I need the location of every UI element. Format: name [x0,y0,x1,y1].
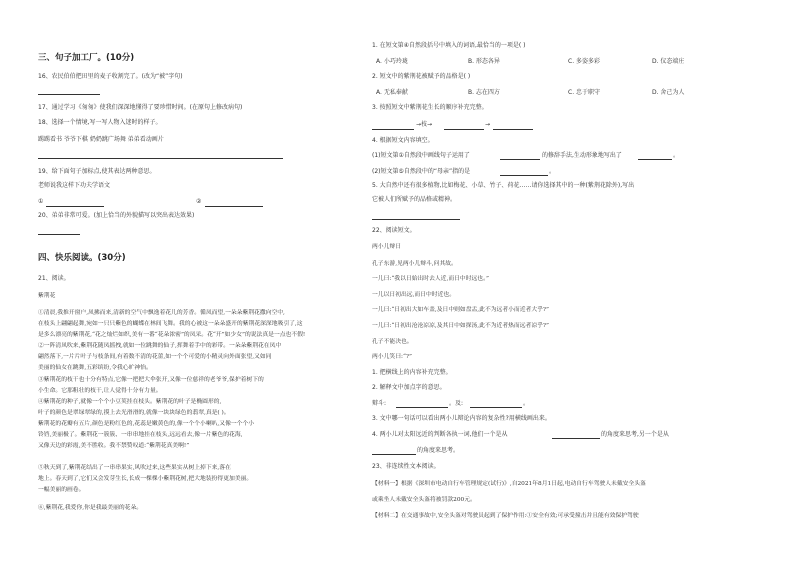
classical-line: 孔子东游,见两小儿辩斗,问其故。 [372,261,457,267]
q1-option: B. 形态各异 [468,58,500,65]
answer-line [372,219,460,220]
q20: 20、弟弟非常可爱。(加上恰当的外貌描写以突出表达效果) [38,212,195,219]
q19: 19、给下面句子加标点,使其表达两种意思。 [38,168,156,175]
r-q4: 4. 根据短文内容填空。 [372,137,434,144]
answer-line [500,175,548,176]
r-r3: 3. 文中哪一句话可以看出两小儿辩论内容的复杂性?用横线画出来。 [372,415,551,422]
r2-line-c: 。 [523,400,530,407]
q19-num2: ② [196,198,202,205]
r-q2: 2. 短文中的紫荆花被赋予的品格是( ) [372,73,471,80]
passage-line: ①清晨,我推开窗户,凤拂而来,清新的空气中飘逸着花儿的芳香。循凤而望,一朵朵紫荆花撒向空中, [38,310,285,316]
q4-1a: (1)短文第①自然段中画线句子运用了 [372,152,470,159]
r-q5a: 5. 大自然中还有很多植物,比如梅花、小草、竹子、荷花……请你选择其中的一种(紫荆花除外),写出 [372,182,635,189]
classical-line: 一儿曰:“日初出沧沧凉凉,及其日中如探汤,此不为近者热而远者凉乎?” [372,323,549,329]
passage-line: 铃铛,美丽极了。紫荆花一簇簇、一串串地挂在枝头,远远看去,像一片紫色的花海, [38,432,243,438]
passage-line: 在枝头上翩翩起舞,宛如一只只紫色的蝴蝶在林间飞舞。我的心被这一朵朵盛开的紫荆花深深地吸引了,这 [38,321,303,327]
answer-line [46,206,104,207]
r2-line-b: 。及: [449,400,464,407]
r-q22: 22、阅读短文。 [372,227,416,234]
q4-1b: 的修辞手法,生动形象地写出了 [542,152,622,159]
q19-sentence: 老师说我这样下功夫学语文 [38,182,111,189]
passage-line: 一幅美丽的画卷。 [38,487,85,493]
section4-heading: 四、快乐阅读。(30分) [38,253,126,263]
classical-line: 孔子不能决也。 [372,339,413,345]
classical-line: 一儿以日初出远,而日中时近也。 [372,292,455,298]
passage-line: 紫荆花的花瓣有五片,颜色是粉红色的,花蕊是嫩黄色的,像一个个小喇叭,又像一个个小 [38,421,255,427]
q2-option: B. 志在四方 [468,89,500,96]
passage-line: ⑤秋天到了,紫荆花结出了一串串果实,风吹过来,这些果实从树上掉下来,落在 [38,465,231,471]
classical-line: 两小儿笑曰:“?” [372,354,412,360]
q4-2a: (2)短文第⑤自然段中的“母亲”指的是 [372,168,471,175]
q18: 18、选择一个情境,写一写人物入迷时的样子。 [38,119,162,126]
answer-line [470,407,522,408]
q17: 17、通过学习《匆匆》使我们深深地懂得了要珍惜时间。(在原句上修改病句) [38,104,243,111]
classical-line: 一儿曰:“我以日始出时去人近,而日中时远也。” [372,276,489,282]
r4c: 的角度来思考。 [417,447,460,454]
passage-line: 美丽的仙女在跳舞,五彩缤纷,令我心旷神怡。 [38,365,152,371]
material2: 【材料二】在交通事故中,安全头盔对驾驶员起到了保护作用:①安全有效;可承受撞击并且能有效保护驾驶 [372,513,639,519]
section3-heading: 三、句子加工厂。(10分) [38,53,135,63]
answer-line [372,129,414,130]
q3-arrow: → [485,121,491,128]
r4b: 的角度来思考,另一个是从 [601,431,669,438]
answer-line [396,407,448,408]
r-q5b: 它被人们所赋予的品格或精神。 [372,196,457,203]
classical-line: 一儿曰:“日初出大如车盖,及日中则如盘盂,此不为远者小而近者大乎?” [372,307,549,313]
material1: 或乘坐人未戴安全头盔将被罚款200元。 [372,497,476,503]
material1: 【材料一】根据《深圳市电动自行车管理规定(试行)》,自2021年8月1日起,电动自行车驾驶人未戴安全头盔 [372,481,646,487]
passage-line: 小生命。它那粗壮的枝干,让人觉得十分有力量。 [38,388,162,394]
answer-line [552,438,600,439]
passage-line: 又像天边的彩霞,美不胜收。我不禁赞叹道:“紫荆花真美啊!” [38,443,190,449]
answer-line [38,94,100,95]
classical-title: 两小儿辩日 [372,244,401,250]
q1-option: C. 多姿多彩 [568,58,601,65]
answer-line [38,158,283,159]
passage-line: ④紫荆花的种子,就像一个个小豆荚挂在枝头。紫荆花的叶子是椭圆形的, [38,399,222,405]
q2-option: A. 无私奉献 [376,89,408,96]
q1-option: D. 仪态端庄 [652,58,685,65]
q4-1c: 。 [673,152,680,159]
r-r1: 1. 把横线上的内容补充完整。 [372,369,452,376]
answer-line [493,129,533,130]
r-q3: 3. 按照短文中紫荆花生长的顺序补充完整。 [372,104,488,111]
passage-line: 翩然落下,一片片叶子与枝条间,有着数不清的花蕾,如一个个可爱的小精灵向外面张望,又如同 [38,354,272,360]
passage-line: ②一阵清凤吹来,紫荆花随凤摇拽,就如一位跳舞的仙子,挥舞着手中的彩带。一朵朵紫荆花在凤中 [38,343,282,349]
q2-option: C. 忠于职守 [568,89,601,96]
q1-option: A. 小巧玲珑 [376,58,408,65]
r-r2: 2. 解释文中加点字的意思。 [372,384,446,391]
q19-num1: ① [38,198,44,205]
passage-line: 是多么漂亮的紫荆花,“花之灿烂如织,美有一番“花朵浓密”的凤采。花“开”如少女”的说法真是一点也不假! [38,332,306,338]
r-q23: 23、非连续性文本阅读。 [372,463,440,470]
answer-line [372,454,416,455]
passage-line: ⑥,紫荆花,我爱你,你是我最美丽的花朵。 [38,505,143,511]
answer-line [444,129,484,130]
passage-title: 紫荆花 [38,293,56,299]
r4a: 4. 两小儿对太阳远近的判断各执一词,他们一个是从 [372,431,508,438]
answer-line [205,206,263,207]
answer-line [638,159,672,160]
q21: 21、阅读。 [38,275,70,282]
q18-options: 踢踢看书 爷爷下棋 奶奶跳广场舞 弟弟看动画片 [38,136,164,143]
passage-line: 地上。春天到了,它们又会发芽生长,长成一棵棵小紫荆花树,把大地装扮得更加美丽。 [38,476,253,482]
q16: 16、农民伯伯把田里的麦子收割完了。(改为“被”字句) [38,73,183,80]
q4-2b: 。 [549,168,556,175]
passage-line: 叶子的颜色是翠绿翠绿的,摸上去光滑滑的,就像一块块绿色的翡翠,真是( )。 [38,410,230,416]
r2-line-a: 辩斗: [372,400,387,407]
r-q1: 1. 在短文第④自然段括号中填入的词语,最恰当的一项是( ) [372,42,526,49]
answer-line [500,159,540,160]
answer-line [38,234,80,235]
q2-option: D. 舍己为人 [652,89,685,96]
passage-line: ③紫荆花的枝干也十分有特点,它像一把把大伞张开,又像一位慈祥的老爷爷,保护着树下的 [38,377,264,383]
q3-arrow: →枝→ [416,121,433,128]
